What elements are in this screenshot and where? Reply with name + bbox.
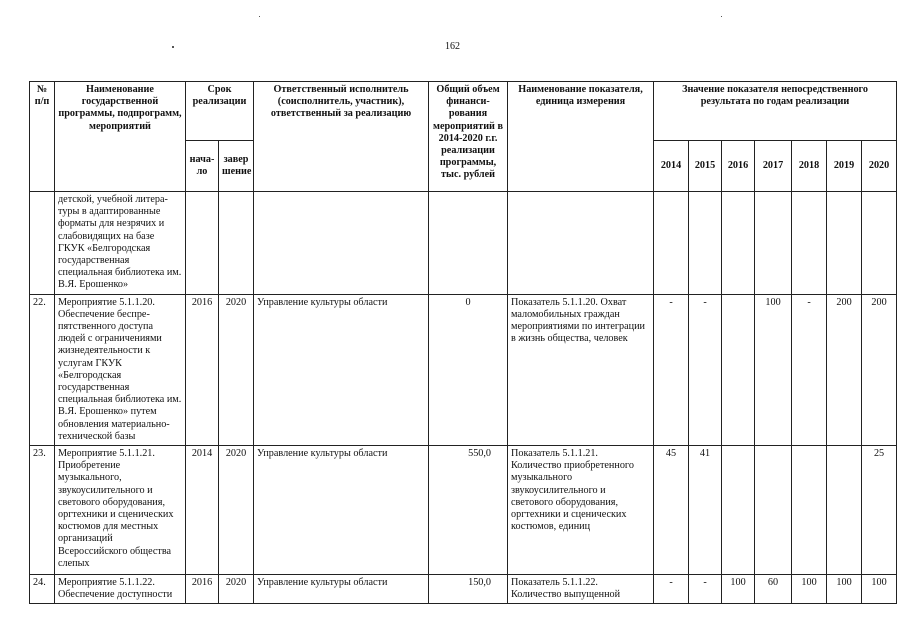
header-volume: Общий объем финанси-рования мероприятий в 2014-2020 г.г. реализации программы, тыс. рублей xyxy=(429,82,508,192)
row-value-2019: 100 xyxy=(827,575,862,604)
header-term: Срок реализации xyxy=(186,82,254,141)
row-indicator: Показатель 5.1.1.22. Количество выпущенной xyxy=(508,575,654,604)
row-value-2017 xyxy=(755,446,792,575)
table-row xyxy=(30,294,897,445)
header-values: Значение показателя непосредственного результата по годам реализации xyxy=(654,82,897,141)
header-year: 2019 xyxy=(827,141,862,192)
row-value-2020: 25 xyxy=(862,446,897,575)
table-row xyxy=(30,575,897,604)
row-volume: 550,0 xyxy=(429,446,508,575)
scan-speck xyxy=(721,16,722,17)
row-name: Мероприятие 5.1.1.21. Приобретение музыкального, звукоусилительного и светового оборудования, оргтехники и сценических костюмов для местных организаций Всероссийского общества слепых xyxy=(55,446,186,575)
header-num: № п/п xyxy=(30,82,55,192)
header-row xyxy=(30,82,897,141)
header-name: Наименование государственной программы, подпрограмм, мероприятий xyxy=(55,82,186,192)
row-value-2019 xyxy=(827,446,862,575)
row-executor: Управление культуры области xyxy=(254,446,429,575)
row-value-2016: 100 xyxy=(722,575,755,604)
row-start: 2016 xyxy=(186,294,219,445)
row-value-2015: - xyxy=(689,294,722,445)
row-value-2016 xyxy=(722,446,755,575)
header-year: 2016 xyxy=(722,141,755,192)
header-year: 2020 xyxy=(862,141,897,192)
row-volume: 150,0 xyxy=(429,575,508,604)
row-executor: Управление культуры области xyxy=(254,294,429,445)
row-value-2017: 60 xyxy=(755,575,792,604)
header-year: 2014 xyxy=(654,141,689,192)
row-indicator: Показатель 5.1.1.21. Количество приобретенного музыкального звукоусилительного и светового оборудования, оргтехники и сценических костюмов, единиц xyxy=(508,446,654,575)
row-num xyxy=(30,192,55,295)
row-indicator: Показатель 5.1.1.20. Охват маломобильных граждан мероприятиями по интеграции в жизнь общества, человек xyxy=(508,294,654,445)
row-value-2018: 100 xyxy=(792,575,827,604)
row-value-2015: 41 xyxy=(689,446,722,575)
row-name: Мероприятие 5.1.1.20. Обеспечение беспре-пятственного доступа людей с ограничениями жизнедеятельности к услугам ГКУК «Белгородская государственная специальная библиотека им. В.Я. Ерошенко» путем обновления материально-технической базы xyxy=(55,294,186,445)
row-start: 2014 xyxy=(186,446,219,575)
row-name: Мероприятие 5.1.1.22. Обеспечение доступности xyxy=(55,575,186,604)
header-year: 2017 xyxy=(755,141,792,192)
header-term-start: нача-ло xyxy=(186,141,219,192)
header-indicator: Наименование показателя, единица измерения xyxy=(508,82,654,192)
row-num: 23. xyxy=(30,446,55,575)
row-value-2015: - xyxy=(689,575,722,604)
row-num: 22. xyxy=(30,294,55,445)
row-value-2020: 200 xyxy=(862,294,897,445)
row-end: 2020 xyxy=(219,446,254,575)
header-executor: Ответственный исполнитель (соисполнитель, участник), ответственный за реализацию xyxy=(254,82,429,192)
header-year: 2018 xyxy=(792,141,827,192)
table-row xyxy=(30,446,897,575)
row-start: 2016 xyxy=(186,575,219,604)
row-value-2016 xyxy=(722,294,755,445)
row-value-2018 xyxy=(792,446,827,575)
row-value-2014: - xyxy=(654,294,689,445)
table-row xyxy=(30,192,897,295)
row-value-2018: - xyxy=(792,294,827,445)
program-table xyxy=(29,81,897,604)
row-value-2020: 100 xyxy=(862,575,897,604)
row-num: 24. xyxy=(30,575,55,604)
scan-speck xyxy=(259,16,260,17)
row-value-2014: - xyxy=(654,575,689,604)
row-value-2014: 45 xyxy=(654,446,689,575)
row-end: 2020 xyxy=(219,575,254,604)
row-value-2019: 200 xyxy=(827,294,862,445)
row-value-2017: 100 xyxy=(755,294,792,445)
header-term-end: завер шение xyxy=(219,141,254,192)
row-volume: 0 xyxy=(429,294,508,445)
header-year: 2015 xyxy=(689,141,722,192)
page-number: 162 xyxy=(445,41,460,52)
row-end: 2020 xyxy=(219,294,254,445)
row-executor: Управление культуры области xyxy=(254,575,429,604)
row-name: детской, учебной литера-туры в адаптированные форматы для незрячих и слабовидящих на базе ГКУК «Белгородская государственная специальная библиотека им. В.Я. Ерошенко» xyxy=(55,192,186,295)
